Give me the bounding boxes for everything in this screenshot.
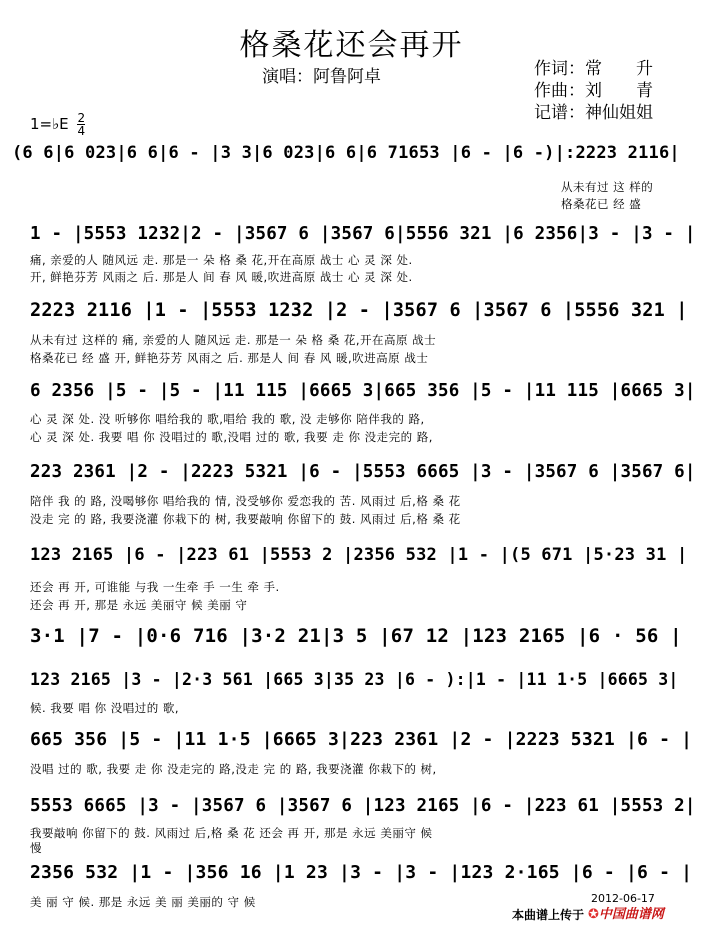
- lyric-line-2: 格桑花已 经 盛: [561, 197, 642, 211]
- lyric-line-1: 候. 我要 唱 你 没唱过的 歌,: [30, 701, 180, 715]
- composer-credit: 作曲：刘 青: [534, 81, 653, 101]
- notation-line: 1 - |5553 1232|2 - |3567 6 |3567 6|5556 321 |6 2356|3 - |3 - |: [30, 224, 696, 244]
- upload-date: 2012-06-17: [591, 892, 655, 905]
- notation-line: 6 2356 |5 - |5 - |11 115 |6665 3|665 356 |5 - |11 115 |6665 3|: [30, 381, 696, 401]
- notation-line: 5553 6665 |3 - |3567 6 |3567 6 |123 2165 |6 - |223 61 |5553 2|: [30, 796, 696, 816]
- key-signature: [30, 112, 85, 137]
- lyric-line-1: 没唱 过的 歌, 我要 走 你 没走完的 路,没走 完 的 路, 我要浇灌 你栽下的 树,: [30, 762, 437, 776]
- site-logo[interactable]: [588, 903, 700, 923]
- notation-line: 665 356 |5 - |11 1·5 |6665 3|223 2361 |2 - |2223 5321 |6 - |: [30, 729, 693, 750]
- lyric-line-2: 没走 完 的 路, 我要浇灌 你栽下的 树, 我要敲响 你留下的 鼓. 风雨过 后,格 桑 花: [30, 512, 461, 526]
- lyric-line-1: 陪伴 我 的 路, 没喝够你 唱给我的 情, 没受够你 爱恋我的 苦. 风雨过 后,格 桑 花: [30, 494, 461, 508]
- lyric-line-2: 慢: [30, 841, 42, 855]
- notation-line: 3·1 |7 - |0·6 716 |3·2 21|3 5 |67 12 |123 2165 |6 · 56 |: [30, 625, 682, 647]
- lyric-line-2: 格桑花已 经 盛 开, 鲜艳芬芳 风雨之 后. 那是人 间 春 风 暖,吹进高原 战士: [30, 351, 429, 365]
- notation-line: 2223 2116 |1 - |5553 1232 |2 - |3567 6 |3567 6 |5556 321 |: [30, 300, 688, 321]
- lyric-line-1: 从未有过 这 样的: [561, 180, 654, 194]
- notation-line: (6 6|6 023|6 6|6 - |3 3|6 023|6 6|6 71653 |6 - |6 -)|:2223 2116|: [12, 143, 680, 163]
- lyric-line-1: 美 丽 守 候. 那是 永远 美 丽 美丽的 守 候: [30, 895, 256, 909]
- time-signature: [77, 112, 85, 137]
- lyric-line-1: 痛, 亲爱的人 随风远 走. 那是一 朵 格 桑 花,开在高原 战士 心 灵 深 处.: [30, 253, 413, 267]
- song-title: 格桑花还会再开: [239, 28, 464, 63]
- key-label: 1=♭E: [30, 115, 69, 133]
- lyric-line-1: 从未有过 这样的 痛, 亲爱的人 随风远 走. 那是一 朵 格 桑 花,开在高原 战士: [30, 333, 437, 347]
- lyric-line-2: 还会 再 开, 那是 永远 美丽守 候 美丽 守: [30, 598, 248, 612]
- lyric-line-2: 开, 鲜艳芬芳 风雨之 后. 那是人 间 春 风 暖,吹进高原 战士 心 灵 深 处.: [30, 270, 413, 284]
- lyric-line-1: 心 灵 深 处. 没 听够你 唱给我的 歌,唱给 我的 歌, 没 走够你 陪伴我的 路,: [30, 412, 425, 426]
- notation-line: 223 2361 |2 - |2223 5321 |6 - |5553 6665 |3 - |3567 6 |3567 6|: [30, 462, 696, 482]
- transcriber-credit: 记谱：神仙姐姐: [534, 103, 653, 123]
- upload-caption: 本曲谱上传于: [512, 908, 585, 922]
- notation-line: 123 2165 |3 - |2·3 561 |665 3|35 23 |6 - ):|1 - |11 1·5 |6665 3|: [30, 670, 679, 689]
- notation-line: 123 2165 |6 - |223 61 |5553 2 |2356 532 |1 - |(5 671 |5·23 31 |: [30, 545, 688, 565]
- singer-line: 演唱：阿鲁阿卓: [262, 67, 381, 87]
- logo-text: 中国曲谱网: [598, 907, 664, 922]
- logo-icon: ✪: [588, 907, 599, 922]
- lyric-line-1: 还会 再 开, 可谁能 与我 一生牵 手 一生 牵 手.: [30, 580, 280, 594]
- lyric-line-2: 心 灵 深 处. 我要 唱 你 没唱过的 歌,没唱 过的 歌, 我要 走 你 没走完的 路,: [30, 430, 433, 444]
- time-signature-bottom: 4: [77, 124, 86, 138]
- lyricist-credit: 作词：常 升: [534, 59, 653, 79]
- time-signature-top: 2: [77, 111, 86, 125]
- lyric-line-1: 我要敲响 你留下的 鼓. 风雨过 后,格 桑 花 还会 再 开, 那是 永远 美丽守 候: [30, 826, 433, 840]
- notation-line: 2356 532 |1 - |356 16 |1 23 |3 - |3 - |123 2·165 |6 - |6 - |: [30, 862, 693, 883]
- credits: [534, 58, 653, 124]
